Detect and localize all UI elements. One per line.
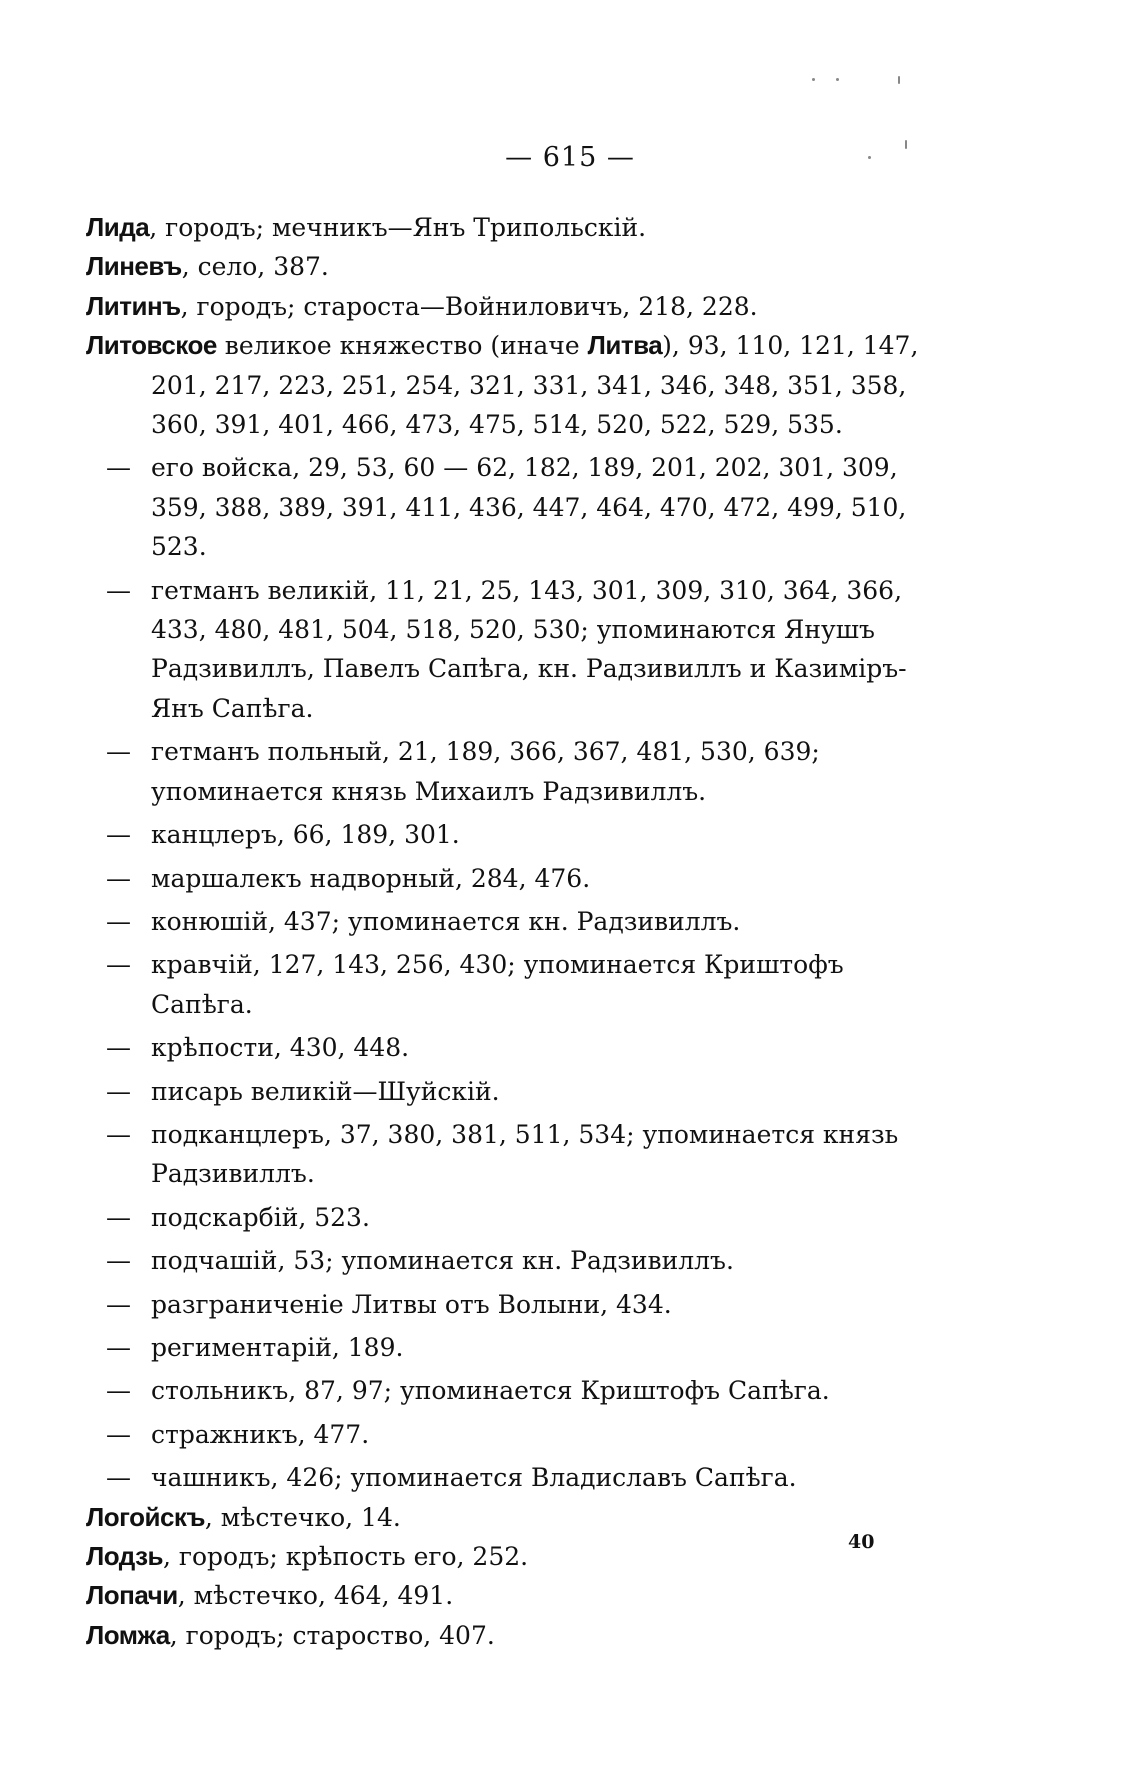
subentry-dash: — (106, 1376, 131, 1406)
printer-signature-mark: 40 (848, 1531, 875, 1553)
subentry-dash: — (106, 820, 131, 850)
subentry (86, 1285, 926, 1324)
subentry (86, 1115, 926, 1194)
scan-speck (905, 140, 907, 149)
entry-headword: Лопачи (86, 1580, 178, 1611)
index-entry-lodz (86, 1537, 926, 1576)
entry-text: , городъ; мечникъ—Янъ Трипольскій. (149, 213, 647, 242)
subentry (86, 1415, 926, 1454)
subentry-dash: — (106, 1119, 131, 1149)
subentry-dash: — (106, 1332, 131, 1362)
scan-speck (898, 76, 900, 84)
subentry-text: гетманъ польный, 21, 189, 366, 367, 481, 530, 639; упоминается князь Михаилъ Радзивиллъ. (151, 737, 820, 806)
subentry (86, 859, 926, 898)
entry-text: , городъ; староство, 407. (169, 1620, 495, 1650)
subentry-dash: — (106, 575, 131, 605)
subentry (86, 902, 926, 941)
subentry-text: крѣпости, 430, 448. (151, 1033, 410, 1063)
entry-headword: Лодзь (86, 1541, 164, 1571)
subentry (86, 1328, 926, 1367)
subentry-text: писарь великій—Шуйскій. (151, 1076, 500, 1106)
subentry-dash: — (106, 1076, 131, 1106)
subentry (86, 1028, 926, 1067)
subentry (86, 1241, 926, 1280)
subentry-text: разграниченіе Литвы отъ Волыни, 434. (151, 1289, 672, 1319)
index-entry-litovskoe (86, 326, 926, 444)
subentry-text: стражникъ, 477. (151, 1419, 370, 1449)
subentry-dash: — (106, 906, 131, 936)
subentry (86, 571, 926, 729)
subentry-dash: — (106, 863, 131, 893)
subentry-text: кравчій, 127, 143, 256, 430; упоминается Криштофъ Сапѣга. (151, 950, 844, 1019)
subentry-dash: — (106, 1289, 131, 1319)
entry-text: , село, 387. (181, 252, 329, 282)
subentry (86, 732, 926, 811)
entry-text: , мѣстечко, 14. (204, 1502, 401, 1532)
entry-text: , городъ; староста—Войниловичъ, 218, 228. (180, 291, 758, 321)
entry-text: , мѣстечко, 464, 491. (177, 1581, 454, 1611)
subentry-text: гетманъ великій, 11, 21, 25, 143, 301, 309, 310, 364, 366, 433, 480, 481, 504, 518, 520, 530; упоминаются Янушъ Радзивиллъ, Павелъ Сапѣга, кн. Радзивиллъ и Казиміръ-Янъ Сапѣга. (151, 575, 907, 723)
entry-headword: Литовское (86, 330, 217, 361)
scan-speck (812, 78, 815, 81)
entry-headword: Лида (86, 212, 150, 242)
entry-headword: Логойскъ (86, 1501, 205, 1532)
subentry-dash: — (106, 453, 131, 483)
index-entry-linev (86, 247, 926, 286)
subentry-text: его войска, 29, 53, 60 — 62, 182, 189, 201, 202, 301, 309, 359, 388, 389, 391, 411, 436, 447, 464, 470, 472, 499, 510, 523. (151, 453, 907, 562)
entry-headword: Литинъ (86, 290, 181, 321)
subentry-dash: — (106, 1419, 131, 1449)
subentry-text: региментарій, 189. (151, 1332, 404, 1362)
subentry-dash: — (106, 1246, 131, 1276)
index-entry-lopachi (86, 1576, 926, 1615)
subentry-text: стольникъ, 87, 97; упоминается Криштофъ Сапѣга. (151, 1376, 830, 1406)
index-entries (86, 208, 926, 1655)
subentry-dash: — (106, 737, 131, 767)
index-entry-lomzha (86, 1616, 926, 1655)
subentry (86, 448, 926, 566)
scan-speck (868, 156, 871, 159)
subentry-text: подканцлеръ, 37, 380, 381, 511, 534; упоминается князь Радзивиллъ. (151, 1119, 899, 1189)
entry-headword-alt: Литва (587, 330, 663, 361)
subentry-dash: — (106, 1202, 131, 1232)
subentry-text: конюшій, 437; упоминается кн. Радзивиллъ. (151, 906, 741, 936)
subentry-text: подскарбій, 523. (151, 1202, 370, 1232)
subentry-text: чашникъ, 426; упоминается Владиславъ Сапѣга. (151, 1463, 797, 1493)
subentry (86, 1198, 926, 1237)
subentry-text: маршалекъ надворный, 284, 476. (151, 863, 591, 893)
subentry-dash: — (106, 1033, 131, 1063)
entry-text: , городъ; крѣпость его, 252. (163, 1542, 529, 1571)
entry-text: великое княжество (иначе (216, 331, 588, 361)
subentry (86, 1371, 926, 1410)
subentry-dash: — (106, 950, 131, 980)
subentry (86, 815, 926, 854)
subentry (86, 945, 926, 1024)
entry-headword: Линевъ (86, 251, 182, 282)
scan-speck (836, 78, 839, 81)
index-entry-lida (86, 208, 926, 247)
index-entry-logoisk (86, 1498, 926, 1537)
subentry-text: подчашій, 53; упоминается кн. Радзивиллъ. (151, 1246, 734, 1276)
page-number: — 615 — (505, 142, 635, 173)
entry-text: ), 93, 110, 121, 147, 201, 217, 223, 251, 254, 321, 331, 341, 346, 348, 351, 358, 360, 391, 401, 466, 473, 475, 514, 520, 522, 529, 535. (151, 331, 919, 440)
subentry-text: канцлеръ, 66, 189, 301. (151, 820, 460, 850)
index-entry-litin (86, 287, 926, 326)
entry-headword: Ломжа (86, 1619, 170, 1650)
subentry (86, 1458, 926, 1497)
subentry-dash: — (106, 1463, 131, 1493)
subentry (86, 1072, 926, 1111)
